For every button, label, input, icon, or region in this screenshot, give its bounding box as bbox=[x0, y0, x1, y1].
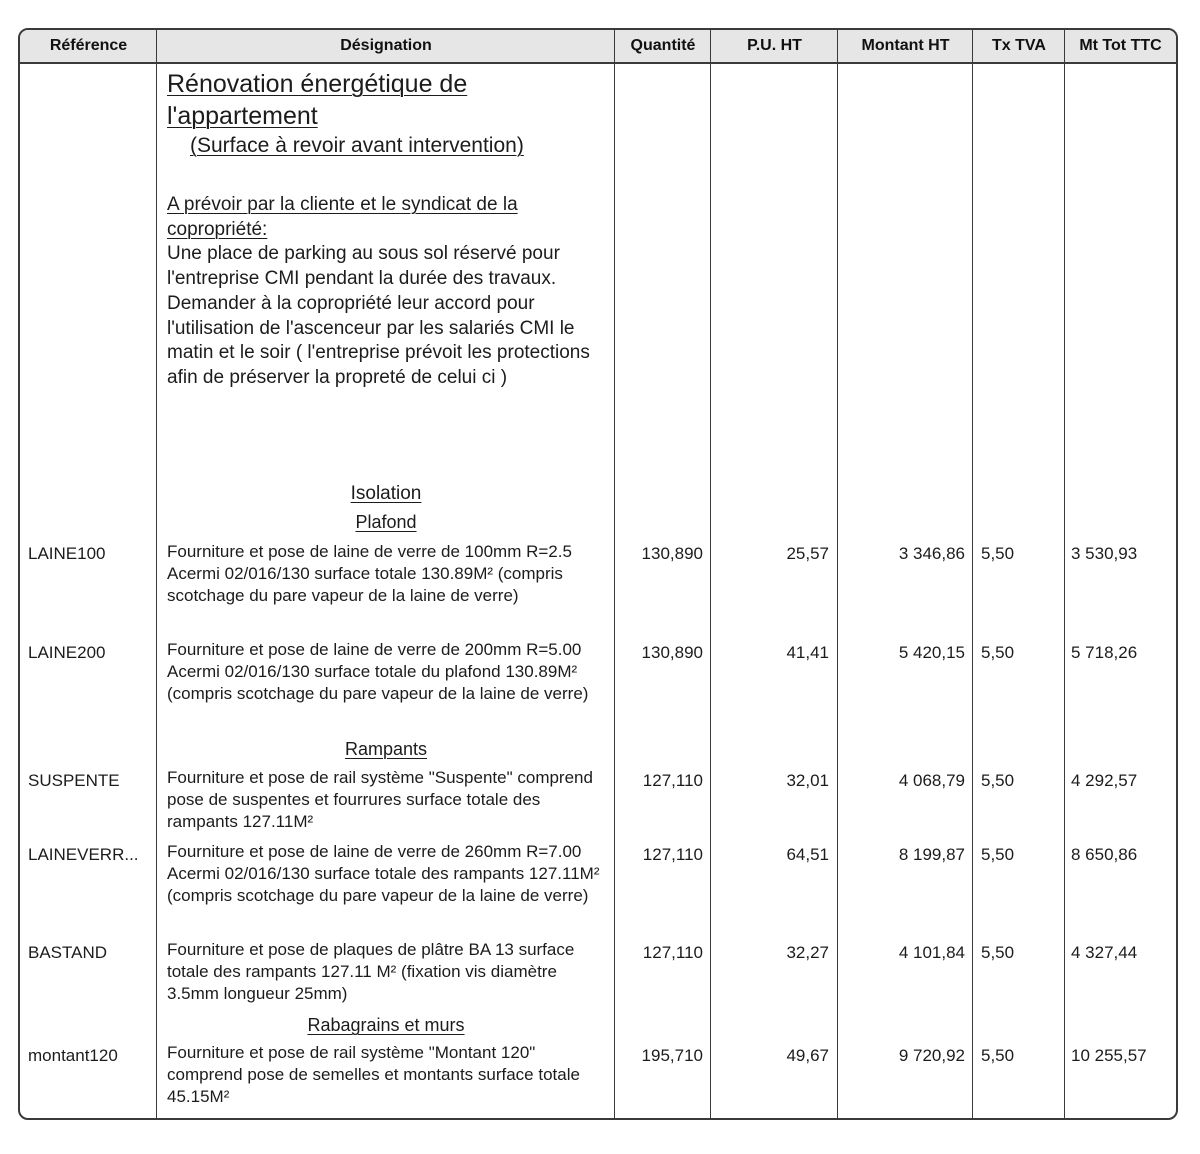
note-elevator: Demander à la copropriété leur accord pour l'utilisation de l'ascenceur par les salariés CMI le matin et le soir ( l'entreprise prévoit les protections afin de préserver la propreté de celui ci ) bbox=[167, 292, 590, 388]
row-designation: Fourniture et pose de rail système "Montant 120" comprend pose de semelles et montants surface totale 45.15M² bbox=[167, 1043, 580, 1106]
row-tx-tva: 5,50 bbox=[981, 943, 1015, 962]
row-tx-tva: 5,50 bbox=[981, 845, 1015, 864]
section-plafond: Plafond bbox=[355, 512, 417, 532]
project-subtitle: (Surface à revoir avant intervention) bbox=[190, 134, 524, 157]
row-pu-ht: 25,57 bbox=[786, 544, 829, 563]
row-reference: LAINE100 bbox=[28, 544, 106, 563]
row-montant-ht: 9 720,92 bbox=[898, 1046, 965, 1065]
note-heading-line2: copropriété: bbox=[167, 218, 268, 240]
section-rabagrains: Rabagrains et murs bbox=[307, 1015, 465, 1035]
row-reference: SUSPENTE bbox=[28, 771, 120, 790]
row-quantite: 195,710 bbox=[641, 1046, 703, 1065]
row-reference: LAINEVERR... bbox=[28, 845, 139, 864]
row-quantite: 127,110 bbox=[642, 943, 703, 962]
row-designation: Fourniture et pose de laine de verre de 260mm R=7.00 Acermi 02/016/130 surface totale des rampants 127.11M² (compris scotchage du pare vapeur de la laine de verre) bbox=[167, 842, 600, 905]
row-mt-tot-ttc: 8 650,86 bbox=[1071, 845, 1138, 864]
row-tx-tva: 5,50 bbox=[981, 1046, 1015, 1065]
header-montant-ht: Montant HT bbox=[861, 37, 950, 54]
row-designation: Fourniture et pose de rail système "Suspente" comprend pose de suspentes et fourrures surface totale des rampants 127.11M² bbox=[167, 768, 593, 831]
note-heading-line1: A prévoir par la cliente et le syndicat de la bbox=[167, 194, 518, 215]
table-header bbox=[20, 30, 1176, 64]
project-title-line2: l'appartement bbox=[167, 102, 318, 130]
header-quantite: Quantité bbox=[630, 37, 696, 54]
row-mt-tot-ttc: 3 530,93 bbox=[1071, 544, 1138, 563]
row-quantite: 130,890 bbox=[641, 643, 703, 662]
row-montant-ht: 5 420,15 bbox=[898, 643, 965, 662]
row-pu-ht: 49,67 bbox=[786, 1046, 829, 1065]
header-reference: Référence bbox=[49, 37, 128, 54]
column-divider bbox=[972, 30, 973, 1118]
row-reference: BASTAND bbox=[28, 943, 108, 962]
section-isolation: Isolation bbox=[350, 483, 422, 504]
row-quantite: 127,110 bbox=[642, 771, 703, 790]
row-pu-ht: 32,01 bbox=[786, 771, 829, 790]
column-divider bbox=[156, 30, 157, 1118]
row-mt-tot-ttc: 10 255,57 bbox=[1071, 1046, 1147, 1065]
client-note bbox=[167, 193, 607, 391]
row-pu-ht: 32,27 bbox=[786, 943, 829, 962]
row-reference: montant120 bbox=[28, 1046, 118, 1065]
section-rampants: Rampants bbox=[344, 739, 428, 759]
row-pu-ht: 64,51 bbox=[786, 845, 829, 864]
row-designation: Fourniture et pose de laine de verre de 200mm R=5.00 Acermi 02/016/130 surface totale du plafond 130.89M² (compris scotchage du pare vapeur de la laine de verre) bbox=[167, 640, 589, 703]
column-divider bbox=[1064, 30, 1065, 1118]
row-pu-ht: 41,41 bbox=[786, 643, 829, 662]
row-tx-tva: 5,50 bbox=[981, 544, 1015, 563]
row-montant-ht: 8 199,87 bbox=[898, 845, 965, 864]
row-tx-tva: 5,50 bbox=[981, 771, 1015, 790]
row-reference: LAINE200 bbox=[28, 643, 106, 662]
row-mt-tot-ttc: 5 718,26 bbox=[1071, 643, 1138, 662]
project-title-line1: Rénovation énergétique de bbox=[167, 70, 468, 98]
header-designation: Désignation bbox=[340, 37, 432, 54]
row-tx-tva: 5,50 bbox=[981, 643, 1015, 662]
row-mt-tot-ttc: 4 292,57 bbox=[1071, 771, 1138, 790]
header-pu-ht: P.U. HT bbox=[747, 37, 802, 54]
quote-table bbox=[18, 28, 1178, 1120]
header-tx-tva: Tx TVA bbox=[992, 37, 1046, 54]
header-mt-tot-ttc: Mt Tot TTC bbox=[1079, 37, 1162, 54]
row-quantite: 127,110 bbox=[642, 845, 703, 864]
row-mt-tot-ttc: 4 327,44 bbox=[1071, 943, 1138, 962]
row-montant-ht: 3 346,86 bbox=[898, 544, 965, 563]
row-montant-ht: 4 068,79 bbox=[898, 771, 965, 790]
note-parking: Une place de parking au sous sol réservé pour l'entreprise CMI pendant la durée des travaux. bbox=[167, 243, 560, 290]
row-designation: Fourniture et pose de laine de verre de 100mm R=2.5 Acermi 02/016/130 surface totale 130.89M² (compris scotchage du pare vapeur de la laine de verre) bbox=[167, 542, 572, 605]
row-designation: Fourniture et pose de plaques de plâtre BA 13 surface totale des rampants 127.11 M² (fixation vis diamètre 3.5mm longueur 25mm) bbox=[167, 940, 575, 1003]
row-montant-ht: 4 101,84 bbox=[898, 943, 965, 962]
row-quantite: 130,890 bbox=[641, 544, 703, 563]
